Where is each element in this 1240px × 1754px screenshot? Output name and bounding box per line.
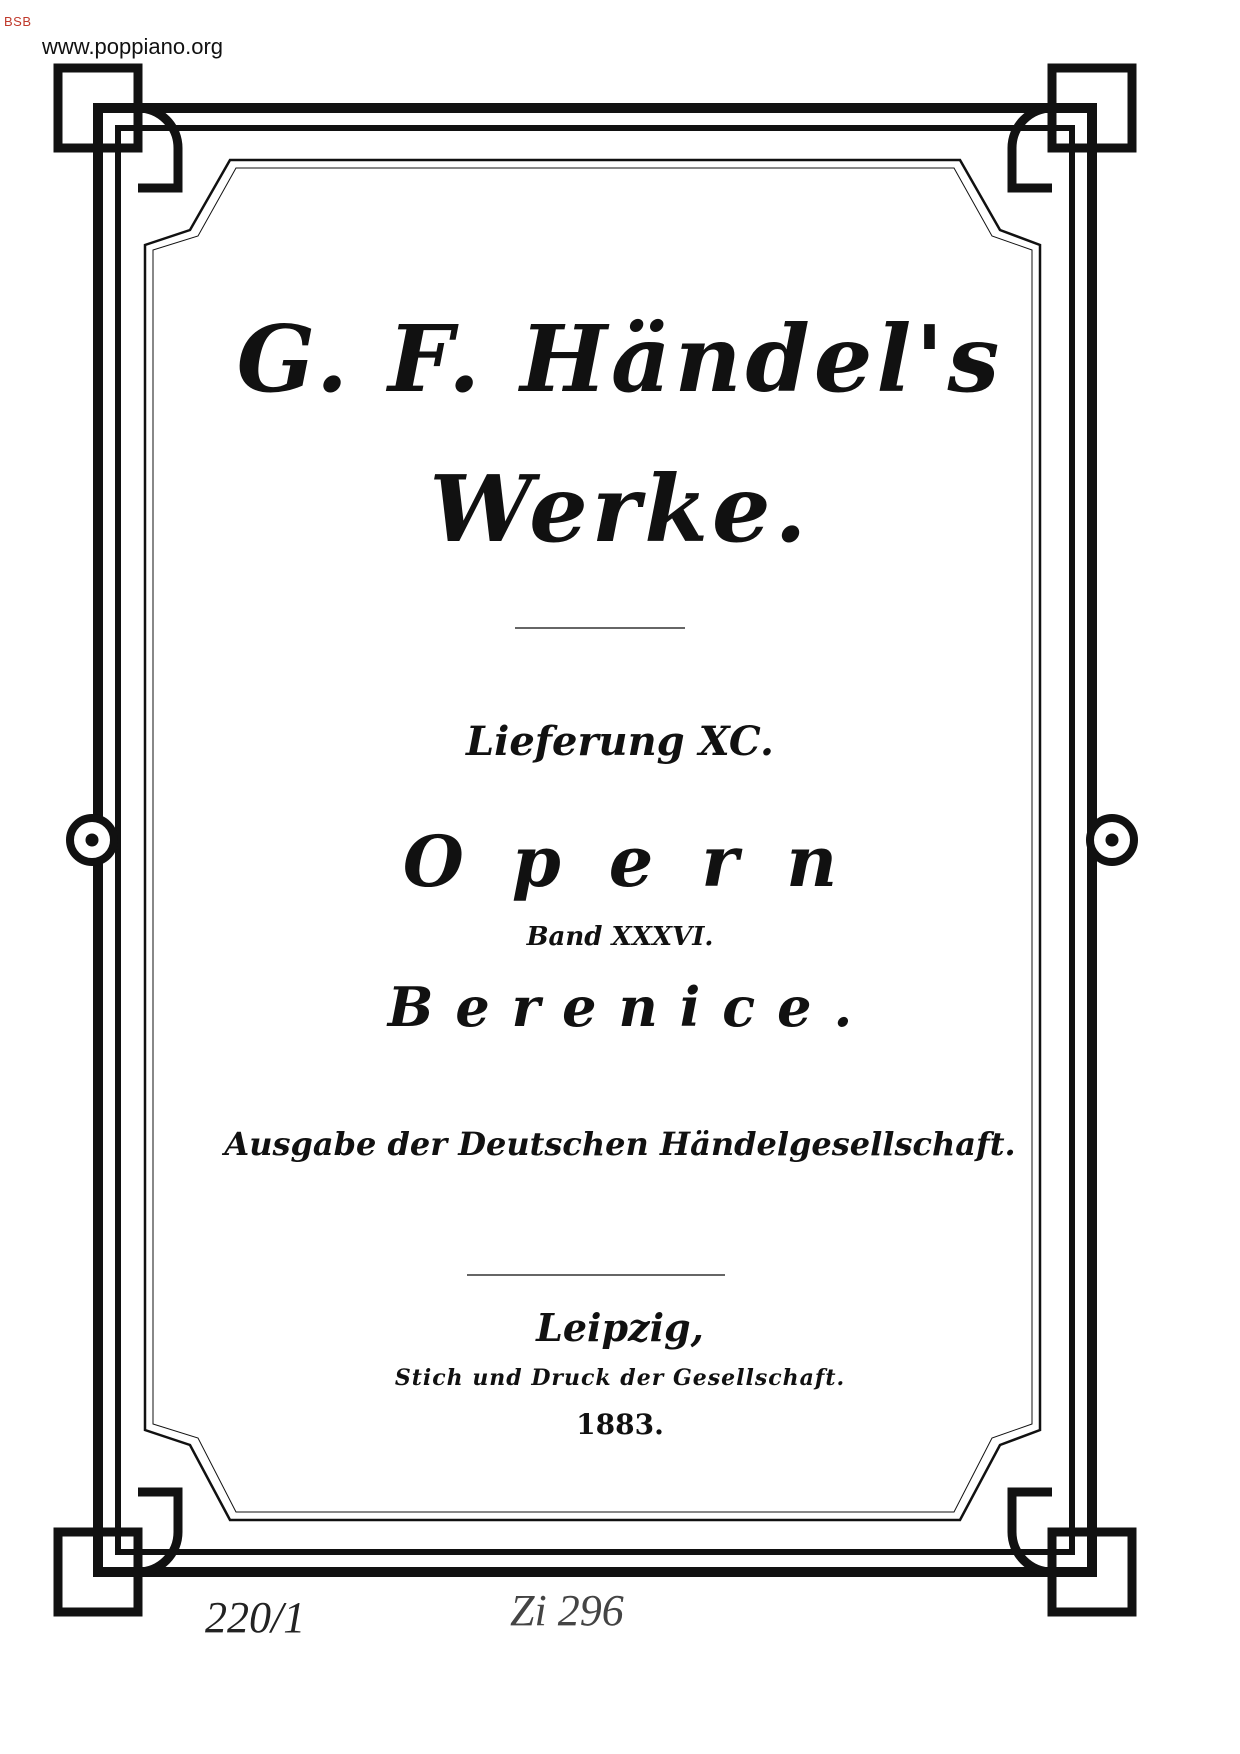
publication-year: 1883. — [576, 1408, 664, 1441]
handwritten-shelfmark: 220/1 — [205, 1593, 306, 1642]
volume-number: Band XXXVI. — [526, 922, 714, 952]
library-stamp: BSB — [4, 14, 32, 29]
printer-statement: Stich und Druck der Gesellschaft. — [394, 1365, 846, 1391]
delivery-number: Lieferung XC. — [466, 718, 774, 765]
handwritten-note: Zi 296 — [510, 1586, 624, 1635]
publication-city: Leipzig, — [536, 1305, 704, 1350]
title-line-1: G. F. Händel's — [236, 305, 1004, 413]
category-heading: Opern — [402, 820, 886, 903]
work-title: Berenice. — [387, 975, 875, 1039]
edition-statement: Ausgabe der Deutschen Händelgesellschaft. — [224, 1125, 1016, 1163]
title-line-2: Werke. — [429, 455, 811, 563]
website-url: www.poppiano.org — [42, 34, 224, 59]
